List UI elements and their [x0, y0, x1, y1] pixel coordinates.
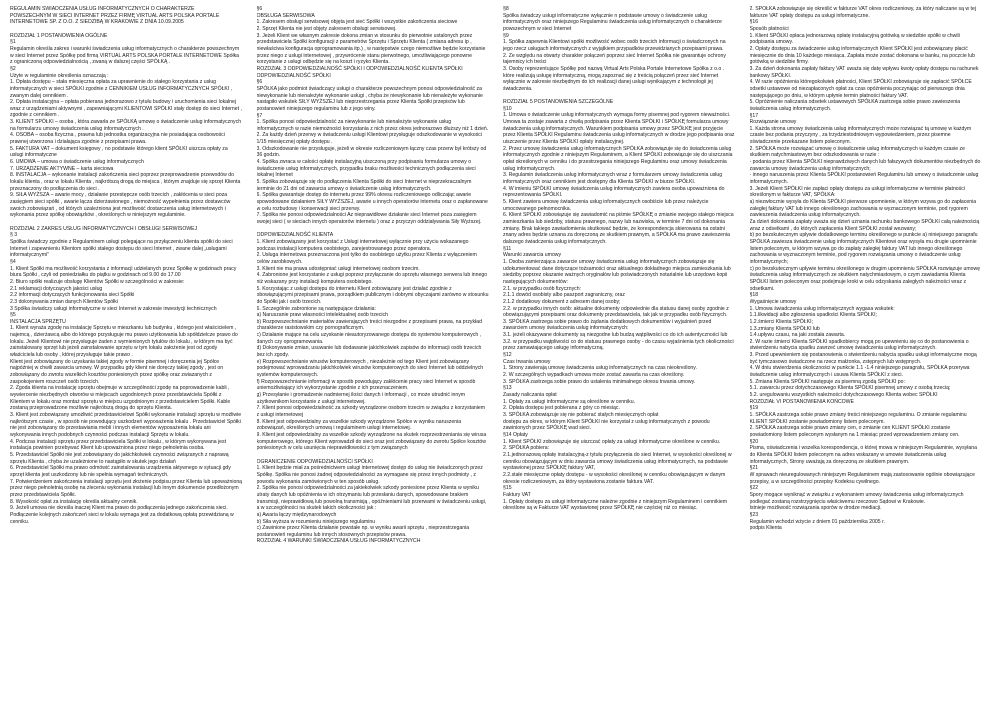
- paragraph: ROZDZIAŁ 4 WARUNKI ŚWIADCZENIA USŁUG INFORMATYCZNYCH: [256, 538, 421, 545]
- paragraph: Spółka świadczy usługi informatyczne wyłącznie n podstawie umowy o świadczenie usług informatycznych oraz niniejszego Regulaminu świadczenia usług informatycznych o charakterze powszechnym w sieci Internet: [503, 12, 722, 32]
- paragraph: ROZDZIAŁ 5 POSTANOWIENIA SZCZEGÓLNE: [503, 99, 614, 106]
- paragraph: 2.2 informacji dotyczących funkcjonowania sieci Spółki: [10, 292, 135, 299]
- paragraph: OGRANICZENIE ODPOWIEDZIALNOŚCI SPÓŁKI: [256, 458, 373, 465]
- paragraph: a) Naruszanie praw własności intelektualnej osób trzecich: [256, 312, 388, 319]
- paragraph: 1. Zakresem obsługi serwisowej objęta jest sieć Spółki i wszystkie zakończenia sieciowe: [256, 19, 458, 26]
- paragraph: OBSŁUGA SERWISOWA: [256, 12, 315, 19]
- paragraph: §13: [503, 385, 512, 392]
- paragraph: 2.1.1 dowód osobisty albo paszport zagraniczny, oraz: [503, 292, 625, 299]
- paragraph: Sposób płatności: [749, 25, 789, 32]
- paragraph: 1.2.śmierci Klienta SPÓŁKI;: [749, 318, 813, 325]
- paragraph: 7. URZĄDZENIE AKTYWNE – karta sieciowa: [10, 165, 114, 172]
- paragraph: §21: [749, 465, 759, 472]
- paragraph: §16: [749, 19, 759, 26]
- paragraph: a) Awaria łączy międzynarodowych: [256, 511, 337, 518]
- text-column-2: [257, 6, 490, 698]
- paragraph: c) po bezskutecznym upływie terminu określonego w drugim upomnieniu SPÓŁKA rozwiązuje umowę świadczenia usług informatycznych ze skutkiem natychmiastowym, o czym zawiadamia Klienta SPÓŁKI listem poleconym oraz podejmuje kroki w celu odzyskania zaległych należności wraz z odsetkami.: [749, 265, 981, 292]
- paragraph: §1: [10, 39, 16, 46]
- paragraph: 6. Spółka gwarantuje dostęp do internetu przez 99% okresu rozliczeniowego odliczając awarie spowodowane działaniem SIŁY WYŻSZEJ, awarie u innych operatorów internetu oraz o zapłanowane w celu rozbudowy i konserwacji sieci przerwy.: [256, 192, 488, 212]
- paragraph: ROZDZIAŁ 2 ZAKRES USŁUG INFORMATYCZNYCH I OBSŁUGI SERWISOWEJ: [10, 225, 198, 232]
- paragraph: 2. Opłata dostępu jest pobierana z góry co miesiąc.: [503, 405, 620, 412]
- paragraph: Klient jest zobowiązany do uzyskania takiej zgody w formie pisemnej i doręczenia jej Spółce najpóźniej w chwili zawarcia umowy. W przypadku gdy klient nie doręczy takiej zgody , jest on zobowiązany do zwrotu wszelkich kosztów poniesionych przez spółkę oraz zwiazanych z zaspokojeniem roszczeń osób trzecich.: [10, 358, 224, 385]
- paragraph: 2. W szczególnych wypadkach umowa może zostać zawarta na czas określony.: [503, 372, 685, 379]
- paragraph: §9: [503, 32, 509, 39]
- paragraph: ODPOWIEDZIALNOŚĆ KLIENTA: [256, 232, 334, 239]
- paragraph: c) Działanie mające na celu uzyskanie nieautoryzowanego dostępu do systemów komputerowych , danych czy oprogramowania.: [256, 332, 482, 345]
- paragraph: 2. Usługa internetowa przeznaczona jest tylko do osobistego użytku przez Klienta z wyłączeniem celów zarobkowych.: [256, 252, 477, 265]
- paragraph: 3.2. w przypadku wątpliwości co do statusu prawnego osoby - do czasu wyjaśnienia tych okoliczności przez zamawiającego usługę informatyczną.: [503, 338, 734, 352]
- paragraph: §17: [749, 112, 759, 119]
- paragraph: 3. Jeżeli Klient we własnym zakresie dokona zmian w stosunku do pierwotnie ustalonych przez przedstawiciela Spółki konfiguracji z parametrów Sprzętu i Sprzętu Klienta ( zmiana adresu ip , niewłaściwa konfiguracja oprogramowania itp.) , w następstwie czego niemożliwe będzie korzystanie przez niego z usługi internetowej , przywrócenie stanu pierwotnego, umożliwiającego ponowne korzystanie z usługi odbędzie się na koszt i ryzyko Klienta.: [256, 32, 486, 66]
- text-column-4: [750, 6, 983, 698]
- paragraph: 2.1 reklamacji dotyczących jakości usług: [10, 285, 103, 292]
- paragraph: 7. Spółka nie ponosi odpowiedzialności Az nieprawidłowe działanie sieci Internet poza zasięgiem swojej sieci ( w sieciach innych operatorów internetu ) oraz z przyczyn oddziaływania Siły Wyższej.: [256, 212, 482, 225]
- paragraph: 9. SIŁA WYŻSZA – awarie mocy , działanie przestępcze osób trzecich , zakłócenia w sieci poza zasięgiem sieci spółki , awarie łącza dzierżawionego , niemożność wypełnienia przez dostawców swoich zobowiązań , od których uzależniona jest możliwość dostarczenia usług internetowych i wykonania przez spółkę obowiązków , określonych w niniejszym regulaminie.: [10, 192, 231, 219]
- paragraph: ROZDZIAŁ 3 ODPOWIEDZIALNOŚĆ SPÓŁKI I ODPOWIEDZIALNOŚĆ KLIENTA SPÓŁKI ODPOWIEDZIALNOŚĆ SPÓŁKI: [256, 65, 463, 79]
- paragraph: 1. Umowa świadczenia usług informatycznych wygasa wskutek:: [749, 305, 895, 312]
- paragraph: Użyte w regulaminie określenia oznaczają :: [10, 72, 109, 79]
- paragraph: 1. Klient wyraża zgodę na instalację Sprzętu w mieszkaniu lub budynku , którego jest właścicielem , najemcą , dzierżawcą albo do którego przysługuje mu prawo użytkowania lub spółdzielcze prawo do lokalu. Jeżeli Klientowi nie przysługuje żaden z wymienionych tytułów do lokalu , w którym ma być zainstalowany sprzęt lub jeżeli zainstalowanie sprzętu w tym lokalu założenie jest od zgody właściciela lub osoby , której przysługuje takie prawo .: [10, 325, 238, 359]
- paragraph: Za dzień dokonania zapłaty uważa się dzień uznania rachunku bankowego SPÓŁKI całą należnością wraz z odsetkami , do których zapłacenia Klient SPÓŁKI został wezwany;: [749, 219, 980, 232]
- paragraph: 1. Klient zobowiązany jest korzystać z Usługi internetowej wyłącznie przy użyciu wskazanego podczas instalacji komputera osobistego, zarejestrowanego przez operatora.: [256, 238, 469, 252]
- paragraph: 1. Osoba zamierzająca zawarcie umowy świadczenia usług informatycznych zobowiązuje się udokumentować dane dotyczące tożsamości oraz aktualnego dokładnego miejsca zamieszkania lub siedziby poprzez okazanie ważnych oryginałów lub poświadczonych notarialnie lub urzędowo kopii następujących dokumentów:: [503, 258, 731, 285]
- paragraph: § 3: [10, 232, 18, 239]
- paragraph: 2.1.jednorazową opłatę instalacyjną-z tytułu przyłączenia do sieci Internet, w wysokości określonej w cenniku obowiązującym w dniu zawarcia umowy świadczenia usług informatycznych, na podstawie wystawionej przez SPÓŁKĘ faktury VAT,: [503, 451, 732, 472]
- paragraph: §22: [749, 485, 759, 492]
- paragraph: 9. Klient jest odpowiedzialny za wszelkie szkody wyrządzone na skutek rozprzestrzeniania się wirusa komputerowego, którego Klient wprowadził do sieci oraz jest zobowiązany do zwrotu Spółce kosztów poniesionych w celu usunięcia nieprawidłowości z tym związanych: [256, 431, 487, 452]
- paragraph: 4. W razie opóźnienia któregokolwiek płatności, Klient SPÓŁKI zobowiązuje się zapłacić SPÓŁCE odsetki ustawowe od niezapłaconych opłat za czas opóźnienia poczynając od pierwszego dnia następującego po dniu, w którym upłynie termin płatności faktury VAT.: [749, 79, 972, 99]
- paragraph: §20: [749, 438, 759, 445]
- paragraph: 5.2. uregulowaniu wszystkich należności dotychczasowego Klienta wobec SPÓŁKI: [749, 392, 938, 399]
- paragraph: 3. SPÓŁKA zobowiązuje się nie pobierać stałych miesięcznych opłat: [503, 412, 659, 419]
- paragraph: SPÓŁKA jako podmiot świadczący usługi o charakterze powszechnym ponosi odpowiedzialność za niewykonanie lub nienależyte wykonanie usługi , chyba że niewykonanie lub nienależyte wykonanie nastąpiło wskutek SIŁY WYŻSZEJ lub nieprzestrzegania przez Klienta Spółki przepisów lub postanowień niniejszego regulaminu lub z jego winy.: [256, 85, 483, 112]
- paragraph-spacer: [10, 26, 243, 33]
- paragraph: 5. Przedstawiciel Spółki nie jest zobowiązany do jakichkolwiek czynności związanych z naprawą sprzętu Klienta , chyba że uzależnione to nastąpiło w skutek jego działań: [10, 451, 229, 465]
- paragraph: 3. Za dzień dokonania zapłaty faktury VAT uważa się datę wpływu kwoty opłaty dostępu na rachunek bankowy SPÓŁKI.: [749, 65, 979, 79]
- paragraph: Warunki zawarcia umowy: [503, 252, 562, 259]
- paragraph: dostępu za okres, w którym Klient SPÓŁKI nie korzystał z usług informatycznych z powodu zawinionych przez SPÓŁKĘ wad sieci.: [503, 418, 710, 432]
- paragraph: POWSZECHNYM W SIECI INTERNET PRZEZ FIRMĘ VIRTUAL ARTS POLSKA PORTALE: [10, 12, 220, 19]
- paragraph: Pisma, oświadczenia i wszelka korespondencja, o której mowa w niniejszym Regulaminie, wysyłana do Klienta SPÓŁKI listem poleconym na adres wskazany w umowie świadczenia usług informatycznych, Strony uważają za doręczoną ze skutkiem prawnym.: [749, 445, 977, 465]
- paragraph: 3. Klient jest zobowiązany umożliwić przedstawicielowi Spółki wykonanie instalacji sprzętu w możliwie najkrótszym czasie , w sposób nie powodujący uszkodzeń wyposażenia lokalu . Przedstawiciel Spółki nie jest zobowiązany do przestawiania mebli i innych elementów wyposażenia lokalu ani wykonywania innych podobnych czynności podczas instalacji Sprzętu w lokalu.: [10, 412, 242, 438]
- paragraph: 1.1.likwidacji albo zgłoszenia upadłości Klienta SPÓŁKI;: [749, 312, 877, 319]
- paragraph: 8. Klient jest odpowiedzialny za wszelkie szkody wyrządzone Spółce w wyniku naruszenia zobowiązań, określonych umową i regulaminem usługi internetowej.: [256, 418, 462, 432]
- paragraph: 5. Opróżnienie naliczania odsetek ustawowych SPÓŁKA zastrzega sobie prawo zawieszenia świadczenia usług informatycznych.: [749, 99, 961, 112]
- paragraph: 1.4.upływu czasu, na jaki została zawarta.: [749, 332, 846, 339]
- paragraph: Regulamin wchodzi wżycie z dniem 01 października 2005 r.: [749, 518, 885, 525]
- paragraph: 2. Zgoda klienta na instalację sprzętu obejmuje w szczególności zgodę na poprowadzenie kabli , wywiercenie niezbędnych otworów w miejscach uzgodnionych przez przedstawiciela Spółki z Klientem w lokalu oraz montaż sprzętu w miejscu uzgodnionym z przedstawicielem Spółki. Kable zostaną przeprowadzone możliwie najkrótszą drogą do sprzętu Klienta.: [10, 385, 231, 412]
- paragraph: 6. Klient SPÓŁKI zobowiązuje się zawiadomić na piśmie SPÓŁKĘ o zmianie swojego stałego miejsca zamieszkania lub siedziby, statusu prawnego, nazwy lub nazwiska, w terminie 7 dni od dokonania zmiany. Brak takiego zawiadomienia skutkować będzie, że korespondencja skierowana na ostatni znany adres będzie uznana za doręczoną ze skutkiem prawnym, a SPÓŁKA ma prawo zawieszenia dalszego świadczenia usług informatycznych.: [503, 212, 734, 245]
- paragraph: 5. FAKTURA VAT – dokument księgowy , no podstawie którego klient SPÓŁKI uiszcza opłaty za usługi informatyczne: [10, 145, 228, 159]
- paragraph: §23: [749, 511, 759, 518]
- paragraph: d) Dokonywanie zmian, usuwanie lub dodawanie jakichkolwiek zapisów do informacji osób trzecich bez ich zgody.: [256, 345, 482, 359]
- paragraph: 1. Umowa o świadczenie usług informatycznych wymaga formy pisemnej pod rygorem nieważności. Umowa ta zostaje zawarta z chwilą podpisania przez Klienta SPÓŁKI i SPÓŁKĘ formularza umowy świadczenia usług informatycznych. Warunkiem podpisania umowy przez SPÓŁKĘ jest przyjęcie przez Klienta SPÓŁKI Regulaminu świadczenia usług informatycznych w drodze jego podpisania oraz uiszczenie przez Klienta SPÓŁKI opłaty instalacyjnej.: [503, 112, 735, 146]
- paragraph: Spółka świadczy zgodnie z Regulaminem usługi polegające na przyłączeniu klienta spółki do sieci Internet i zapewnieniu Klientom spółki stałego dostępu do sieci Internet , zwane dalej „usługami informatycznymi”: [10, 238, 233, 259]
- paragraph: 6. UMOWA – umowa o świadczenie usług informatycznych: [10, 159, 144, 166]
- paragraph: Rozwiązanie umowy: [749, 119, 797, 126]
- paragraph: 1. Klient Spółki ma możliwość korzystania z informacji udzielanych przez Spółkę w godzinach pracy biura Spółki , czyli od poniedziałku do piątku w godzinach od 9.00 do 17.00: [10, 265, 237, 279]
- paragraph: §5: [10, 312, 16, 319]
- paragraph: 2. SPÓŁKA może rozwiązać umowę o świadczenie usług informatycznych w każdym czasie ze skutkiem natychmiastowym bez odszkodowania w razie :: [749, 145, 965, 159]
- paragraph: 9. Jeżeli umowa nie określa inaczej Klient ma prawo do podłączenia jednego zakończenia sieci. Podłączenie kolejnych zakończeń sieci w lokalu wymaga jest za dodatkową opłatą przewidzianą w cenniku.: [10, 505, 234, 525]
- paragraph: b) po bezskutecznym upływie dodatkowego terminu określonego w punkcie a) niniejszego paragrafu SPÓŁKA zawiesza świadczenie usług informatycznych Klientowi oraz wysyła mu drugie upomnienie listem poleconym, w którym wzywa go do zapłaty zaległej faktury VAT lub innego określonego zachowania w wyznaczonym terminie, pod rygorem rozwiązania umowy o świadczenie usług informatycznych;: [749, 232, 978, 265]
- paragraph: 2. Opłaty dostępu za świadczenie usług informatycznych Klient SPÓŁKI jest zobowiązany płacić miesięcznie do dnia 10 każdego miesiąca. Zapłata może zostać dokonana w banku, na poczcie lub gotówką w siedzibie firmy.: [749, 45, 975, 66]
- paragraph: 6. Szczególnie zabronione są następujące działania:: [256, 305, 376, 312]
- paragraph: 1. Spółka zapewnia Klientowi spółki możliwość wobec osób trzecich informacji o świadczonych na jego rzecz usługach informatycznych z wyjątkiem przypadków przewidzianych przepisami prawa.: [503, 39, 726, 52]
- paragraph: 1. Strony zawierają umowę świadczenia usług informatycznych na czas nieokreślony.: [503, 365, 697, 372]
- paragraph: 3. Regulamin świadczenia usług informatycznych wraz z formularzem umowy świadczenia usług informatycznych oraz cennikiem jest dostępny dla Klienta SPÓŁKI w biurze SPÓŁKI.: [503, 172, 723, 186]
- paragraph: 4. OSOBA – osoba fizyczna , prawna lub jednostka organizacyjna nie posiadająca osobowości prawnej utworzona i działająca zgodnie z przepisami prawa.: [10, 132, 225, 146]
- paragraph: 5.1. zawarciu przez dotychczasowego Klienta SPÓŁKI pisemnej umowy z osobą trzecią;: [749, 385, 951, 392]
- paragraph: 4. W imieniu SPÓŁKI umowę świadczenia usług informatycznych zawiera osoba upoważniona do reprezentowania SPÓŁKI.: [503, 185, 725, 199]
- paragraph-spacer: [257, 452, 490, 459]
- paragraph: 1. Spółka ponosi odpowiedzialność za niewykonanie lub nienależyte wykonanie usług informatycznych w razie niemożności korzystania z nich przez okres jednorazowo dłuższy niż 1 dzień.: [256, 119, 489, 132]
- paragraph: 3. Osoby reprezentujące Spółkę pod nazwą Virtual Arts Polska Portale Internetowe Spółka z o.o . ktòre realizują usługę informatyczną, mogą zapoznać się z treścią połączeń przez sieć Internet wyłącznie w zakresie niezbędnym do ich realizacji danej usługi wynikającym z technologii jej świadczenia.: [503, 65, 725, 92]
- paragraph: 2. Opłata instalacyjna – opłata pobierana jednorazowo z tytułu budowy i uruchomienia sieci lokalnej wraz z urządzeniami aktywnymi , zapewniającymi KLIENTOWI SPÓŁKI stały dostęp do sieci Internet , zgodnie z cennikiem .: [10, 99, 242, 119]
- paragraph: - innego naruszenia przez Klienta SPÓŁKI postanowień Regulaminu lub umowy o świadczenie usług informatycznych.: [749, 172, 979, 186]
- paragraph: 5. Zmiana Klienta SPÓŁKI następuje za pisemną zgodą SPÓŁKI po:: [749, 378, 905, 385]
- paragraph: podpis Klienta: [749, 525, 782, 532]
- paragraph: §14 Opłaty: [503, 431, 528, 438]
- paragraph: Regulamin określa zakres i warunki świadczenia usług informatycznych o charakterze powszechnym w sieci Internet przez Spółkę pod firmą VIRTUAL ARTS POLSKA PORTALE INTERNETOWE Spółka z ograniczoną odpowiedzialnością , zwaną w dalszej części SPÓŁKĄ .: [10, 45, 240, 66]
- paragraph: 5. Klient zawiera umowę świadczenia usług informatycznych osobiście lub przez należycie umocowanego pełnomocnika.: [503, 199, 709, 212]
- paragraph: 3. SPÓŁKA zastrzega sobie prawo do żądania dodatkowych dokumentów i wyjaśnień przed zawarciem umowy świadczenia usług informatycznych:: [503, 318, 712, 332]
- text-column-1: [10, 6, 243, 698]
- paragraph: Spory mogące wyniknąć w związku z wykonaniem umowy świadczenia usług informatycznych podlegać zostaną rozstrzygnięciu właściwemu rzeczowo Sądowi w Krakowie.: [749, 491, 964, 505]
- paragraph: INSTALACJA SPRZĘTU: [10, 318, 66, 325]
- paragraph: 2.2.stałe miesięczne opłaty dostępu - w wysokości określonej w cenniku obowiązującym w danym okresie rozliczeniowym, za który wystawiona zostanie faktura VAT.: [503, 471, 726, 485]
- paragraph: b) Rozpowszechnianie materiałów zawierających treści niezgodne z przepisami prawa, na przykład charakterze rasistowskim czy pornograficznym.: [256, 318, 482, 332]
- paragraph: b) Siła wyższa w rozumieniu niniejszego regulaminu: [256, 518, 376, 525]
- paragraph: 4. Spółka zwraca w całości opłatę instalacyjną uiszczoną przy podpisaniu formularza umowy o świadczenie usług informatycznych, przypadku braku możliwości technicznych podłączenia sieci lokalnej Internet: [256, 159, 476, 179]
- paragraph: §12: [503, 352, 512, 359]
- paragraph: ROZDZIAŁ 1 POSTANOWIENIA OGÓLNE: [10, 32, 108, 39]
- paragraph: 1.3.zmiany Klienta SPÓŁKI lub: [749, 325, 820, 332]
- paragraph: §6: [256, 6, 263, 12]
- paragraph: 2. Sprzęt Klienta nie jest objęty zakresem obsługi serwisowej.: [256, 25, 397, 32]
- paragraph: ROZDZIAŁ VI POSTANOWIENIA KOŃCOWE: [749, 398, 854, 405]
- paragraph: 2. Ze względu na otwarty charakter połączeń poprzez sieć Internet Spółka nie gwarantuje ochrony tajemnicy ich treści: [503, 52, 726, 66]
- paragraph: INTERNETOWE SP. Z O.O. Z SIEDZIBĄ W KRAKOWIE Z DNIA 10.09.2005: [10, 19, 184, 26]
- paragraph: 7. Klient ponosi odpowiedzialność za szkody wyrządzone osobom trzecim w związku z korzystaniem z usługi internetowej: [256, 405, 486, 419]
- paragraph: §19: [749, 405, 759, 412]
- paragraph: 3.1. jeżeli okazywane dokumenty są niezgodne lub budzą wątpliwości co do ich autentyczności lub: [503, 332, 728, 339]
- paragraph: 2. Przez umowę świadczenia usług informatycznych SPÓŁKA zobowiązuje się do świadczenia usług informatycznych zgodnie z niniejszym Regulaminem, a Klient SPÓŁKI zobowiązuje się do uiszczania opłat określonych w cenniku i do przestrzegania niniejszego Regulaminu oraz umowy świadczenia usług informatycznych.: [503, 145, 733, 172]
- paragraph: 7. Potwierdzeniem zakończenia instalacji sprzętu jest złożenie podpisu przez Klienta lub upoważnioną przez niego pełnoletnią osobę na zleceniu wykonania instalacji lub innym dokumencie przedłożonym przez przedstawiciela Spółki.: [10, 478, 243, 498]
- paragraph: 2.1. w przypadku osób fizycznych:: [503, 285, 582, 292]
- paragraph: 4. Podczas instalacji sprzętu przez przedstawiciela Spółki w lokalu , w którym wykonywana jest instalacja powinien przebywać Klient lub upoważniona przez niego pełnoletnia osoba.: [10, 438, 226, 452]
- paragraph: Wygaśnięcie umowy: [749, 298, 797, 305]
- paragraph: a) niezwłocznie wysyła do Klienta SPÓŁKI pierwsze upomnienie, w którym wzywa go do zapłacenia zaległej faktury VAT lub innego określonego zachowania w wyznaczonym terminie, pod rygorem zawieszenia świadczenia usług informatycznych.: [749, 199, 977, 219]
- paragraph: 3 Spółka świadczy usługi informatyczne w sieci Internet w zakresie inwestycji technicznych: [10, 305, 217, 312]
- paragraph: 5. Spółka zobowiązuje się do podłączenia Klienta Spółki do sieci Internet w nieprzekraczalnym terminie do 21 dni od zawarcia umowy o świadczenie usług informatycznych.: [256, 179, 472, 192]
- paragraph: §6: [256, 79, 263, 86]
- paragraph: 5. Korzystając z usługi dostępu do internetu Klient zobowiązany jest działać zgodnie z obowiązującymi przepisami prawa, porządkiem publicznym i dobrymi obyczajami zarówno w stosunku do Spółki jak i osób trzecich.: [256, 285, 489, 305]
- paragraph: c) Zawinione przez Klienta działanie powstałe np. w wyniku awarii sprzętu , nieprzestrzegania postanowień regulaminu lub innych stosownych przepisów prawa.: [256, 525, 470, 538]
- paragraph: §11: [503, 245, 512, 252]
- paragraph: e) Rozpowszechnianie wirusów komputerowych , niezależnie od tego Klient jest zobowiązany podejmować wprowadzaniu jakichkolwiek wirusów komputerowych do sieci Internet lub oddzielnych systemów komputerowych.: [256, 358, 484, 379]
- paragraph: 4. Zabronione jest korzystanie z usługi poprzez przyłączanie do sprzętu własnego serwera lub innego niż wskazany przy instalacji komputera osobistego.: [256, 272, 488, 285]
- paragraph: 3. Klient nie ma prawa udostępniać usługi internetowej osobom trzecim.: [256, 265, 420, 272]
- paragraph-spacer: [10, 219, 243, 226]
- paragraph: 3. Przed upewnieniem się postanowienia o stwierdzeniu nabycia spadku usługi informatyczne mogą być tymczasowo świadczone na rzecz małżonka, zstępnych lub wstępnych.: [749, 352, 977, 365]
- paragraph: f) Rozpowszechnianie informacji w sposób powodujący zakłócenie pracy sieci Internet w sposób uniemożliwiający ich wykorzystanie zgodnie z ich przeznaczeniem.: [256, 378, 476, 392]
- paragraph: W sprawach nieuregulowanych niniejszym Regulaminem mają zastosowanie ogólnie obowiązujące przepisy, a w szczególności przepisy Kodeksu cywilnego.: [749, 471, 975, 485]
- paragraph: 2. Za każdy dzień przerwy w świadczeniu usługi Klientowi przysługuje odszkodowanie w wysokości 1/15 miesięcznej opłaty dostępu .: [256, 132, 482, 146]
- paragraph: 2.3 dokonywania zmian danych Klientów Spółki: [10, 298, 119, 305]
- paragraph: 1. SPÓŁKA zastrzega sobie prawo zmiany treści niniejszego regulaminu. O zmianie regulaminu KLIENT SPÓŁKI zostanie powiadomiony listem poleconym.: [749, 412, 967, 425]
- paragraph: 2. Spółka nie ponosi odpowiedzialności za jakiekolwiek szkody poniesione przez Klienta w wyniku utraty danych lub opóźnienia w ich otrzymaniu lub przesłaniu danych, spowodowane brakiem transmisji, nieprawidłową lub powolną transmisją , opóźnieniami lub przerwami w świadczeniu usługi, a w szczególności na skutek takich okoliczności jak :: [256, 485, 487, 512]
- paragraph: Zasady naliczania opłat: [503, 392, 557, 399]
- paragraph: 8. INSTALACJA – wykonanie instalacji zakończenia sieci poprzez przeprowadzenie przewodów do lokalu klienta , oraz w lokalu Klienta , najkrótszą drogą do miejsca , którym znajduje się sprzęt Klienta przeznaczony do podłączenia do sieci .: [10, 172, 241, 192]
- paragraph: 6. Przedstawiciel Spółki ma prawo odmówić zainstalowania urządzenia aktywnego w sytuacji gdy sprzęt klienta jest uszkodzony lub nie spełnia wymagań technicznych.: [10, 465, 231, 478]
- paragraph: 2. Biuro spółki realizuje obsługę Klientów Spółki w szczególności w zakresie:: [10, 278, 185, 285]
- paragraph: 2. SPÓŁKA zastrzega sobie prawo zmiany cen, o zmianie cen KLIENT SPÓŁKI zostanie powiadomiony listem poleconym wysłanym na 1 miesiąc przed wprowadzeniem zmiany cen.: [749, 425, 960, 438]
- paragraph: 3. SPÓŁKA zastrzega sobie prawo do ustalenia minimalnego okresu trwania umowy.: [503, 378, 696, 385]
- text-column-3: [503, 6, 736, 698]
- paragraph: 1. Opłaty dostępu za usługi informatyczne należne zgodnie z niniejszym Regulaminem i cennikiem określone są w Fakturze VAT wystawionej przez SPÓŁKĘ nie częściej niż co miesiąc.: [503, 498, 728, 512]
- paragraph: g) Przesyłanie i gromadzenie nadmiernej ilości danych i informacji , co może utrudnić innym użytkownikom korzystanie z usługi internetowej.: [256, 392, 466, 405]
- paragraph: 4. W dniu stwierdzenia okoliczności w punkcie 1.1 -1.4 niniejszego paragrafu, SPÓŁKA przerywa świadczenie usług informatycznych i usuwa Klienta SPÓŁKI z sieci.: [749, 365, 970, 379]
- paragraph: §18: [749, 292, 759, 299]
- paragraph: Faktury VAT: [503, 491, 531, 498]
- paragraph: 1. Opłata dostępu – stała miesięczna opłata za uprawnienie do stałego korzystania z usług informatycznych w sieci SPÓŁKI zgodnie z CENNIKIEM USŁUG INFORMATYCZNYCH SPÓŁKI , zwanym dalej cennikiem .: [10, 79, 233, 99]
- paragraph: 2.2. w przypadku innych osób: aktualne dokumenty odpowiednie dla statusu danej osoby zgodnie z obowiązującymi przepisami oraz dokumenty przedstawiciela, tak jak w przypadku osób fizycznych.: [503, 305, 729, 319]
- paragraph: 1. Opłaty za usługi informatyczne są określone w cenniku.: [503, 398, 636, 405]
- paragraph: 2. SPÓŁKA pobiera:: [503, 445, 550, 452]
- paragraph: §2: [10, 65, 16, 72]
- paragraph: 3. Odszkodowanie nie przysługuje, jeżeli w okresie rozliczeniowym łączny czas przerw był krótszy od 36 godzin.: [256, 145, 487, 159]
- paragraph: §15: [503, 485, 512, 492]
- paragraph: Czas trwania umowy: [503, 358, 551, 365]
- paragraph: - podania przez Klienta SPÓŁKI nieprawdziwych danych lub fałszywych dokumentów niezbędnych do zawarcia umowy świadczenia usług informatycznych;: [749, 159, 981, 172]
- paragraph: §8: [503, 6, 509, 12]
- paragraph: 8. Wysokość opłat za instalację określa aktualny cennik.: [10, 498, 138, 505]
- paragraph: Istnieje możliwość rozwiązania sporów w drodze mediacji.: [749, 505, 882, 512]
- paragraph: 3. KLIENT SPÓŁKI – osoba , która zawarła ze SPÓŁKĄ umowę o świadczenie usług informatycznych na formularzu umowy świadczenia usług informatycznych .: [10, 119, 242, 132]
- paragraph: §10: [503, 105, 512, 112]
- paragraph: 2. SPÓŁKA zobowiązuje się określić w fakturze VAT okres rozliczeniowy, za który naliczane są w tej fakturze VAT opłaty dostępu za usługi informatyczne.: [749, 6, 976, 19]
- paragraph: §4: [10, 258, 16, 265]
- paragraph: §7: [256, 112, 263, 119]
- paragraph: 1. Każda strona umowy świadczenia usług informatycznych może rozwiązać tą umowę w każdym czasie bez podania przyczyny , za trzydziestodniowym wypowiedzeniem, przez pisemne oświadczenie przekazane listem poleconym.: [749, 125, 972, 146]
- paragraph: REGULAMIN ŚWIADCZENIA USŁUG INFORMATYCZNYCH O CHARAKTERZE: [10, 6, 195, 12]
- paragraph: 3. Jeżeli Klient SPÓŁKI nie zapłaci opłaty dostępu za usługi informatyczne w terminie płatności określonym w fakturze VAT, SPÓŁKA:: [749, 185, 965, 199]
- paragraph: 2.1.2 dodatkowy dokument z adresem danej osoby;: [503, 298, 621, 305]
- paragraph: 2. W razie śmierci Klienta SPÓŁKI spadkobiercy mogą po upewnieniu się co do postanowienia o stwierdzeniu nabycia spadku zawrzeć umowę świadczenia usług informatycznych.: [749, 338, 969, 352]
- paragraph: 1. Klient SPÓŁKI zobowiązuje się uiszczać opłaty za usługi informatyczne określone w cenniku.: [503, 438, 721, 445]
- paragraph: 1. Klient SPÓŁKI opłaca jednorazową opłatę instalacyjną gotówką w siedzibie spółki w chwili podpisania umowy.: [749, 32, 960, 46]
- paragraph: 1. Klient będzie miał za pośrednictwem usługi internetowej dostęp do usług nie świadczonych przez Spółkę. Spółka nie ponosi żadnej odpowiedzialności za wymagane się przez innych podmioty , z powodu wykonania zamówionych w ten sposób usług.: [256, 465, 483, 485]
